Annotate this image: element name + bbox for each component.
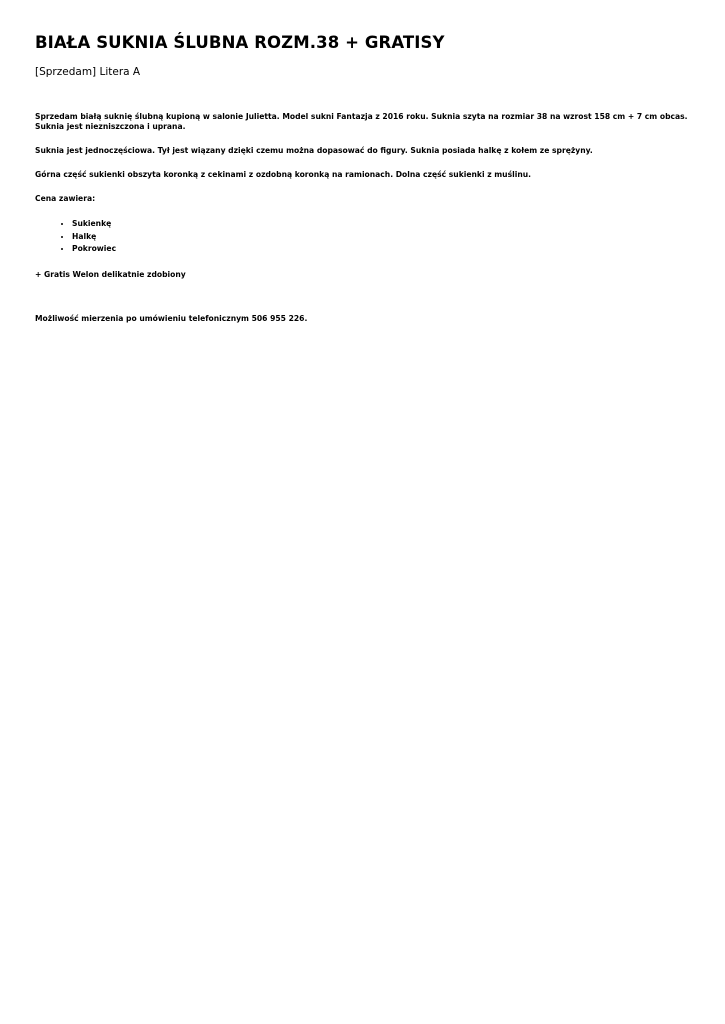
- price-heading: Cena zawiera:: [35, 194, 96, 203]
- contact-note: Możliwość mierzenia po umówieniu telefonicznym 506 955 226.: [35, 313, 308, 323]
- description-paragraph: Suknia jest jednoczęściowa. Tył jest wiązany dzięki czemu można dopasować do figury. Suknia posiada halkę z kołem ze sprężyny.: [35, 146, 593, 155]
- bonus-note: + Gratis Welon delikatnie zdobiony: [35, 269, 186, 279]
- spacer: [35, 294, 695, 314]
- document-page: [35, 33, 695, 338]
- list-item: • Pokrowiec: [72, 243, 695, 256]
- page-title: BIAŁA SUKNIA ŚLUBNA ROZM.38 + GRATISY: [35, 33, 445, 52]
- category-label: [Sprzedam] Litera A: [35, 66, 141, 78]
- description-line: Suknia jest niezniszczona i uprana.: [35, 122, 186, 131]
- listing-description: [35, 112, 695, 324]
- description-line: Sprzedam białą suknię ślubną kupioną w salonie Julietta. Model sukni Fantazja z 2016 roku. Suknia szyta na rozmiar 38 na wzrost 158 cm + 7 cm obcas.: [35, 112, 688, 121]
- price-items-list: [35, 218, 695, 256]
- list-item: • Sukienkę: [72, 218, 695, 231]
- list-item: • Halkę: [72, 231, 695, 244]
- description-paragraph: Górna część sukienki obszyta koronką z cekinami z ozdobną koronką na ramionach. Dolna część sukienki z muślinu.: [35, 170, 532, 179]
- description-paragraph: [35, 112, 695, 132]
